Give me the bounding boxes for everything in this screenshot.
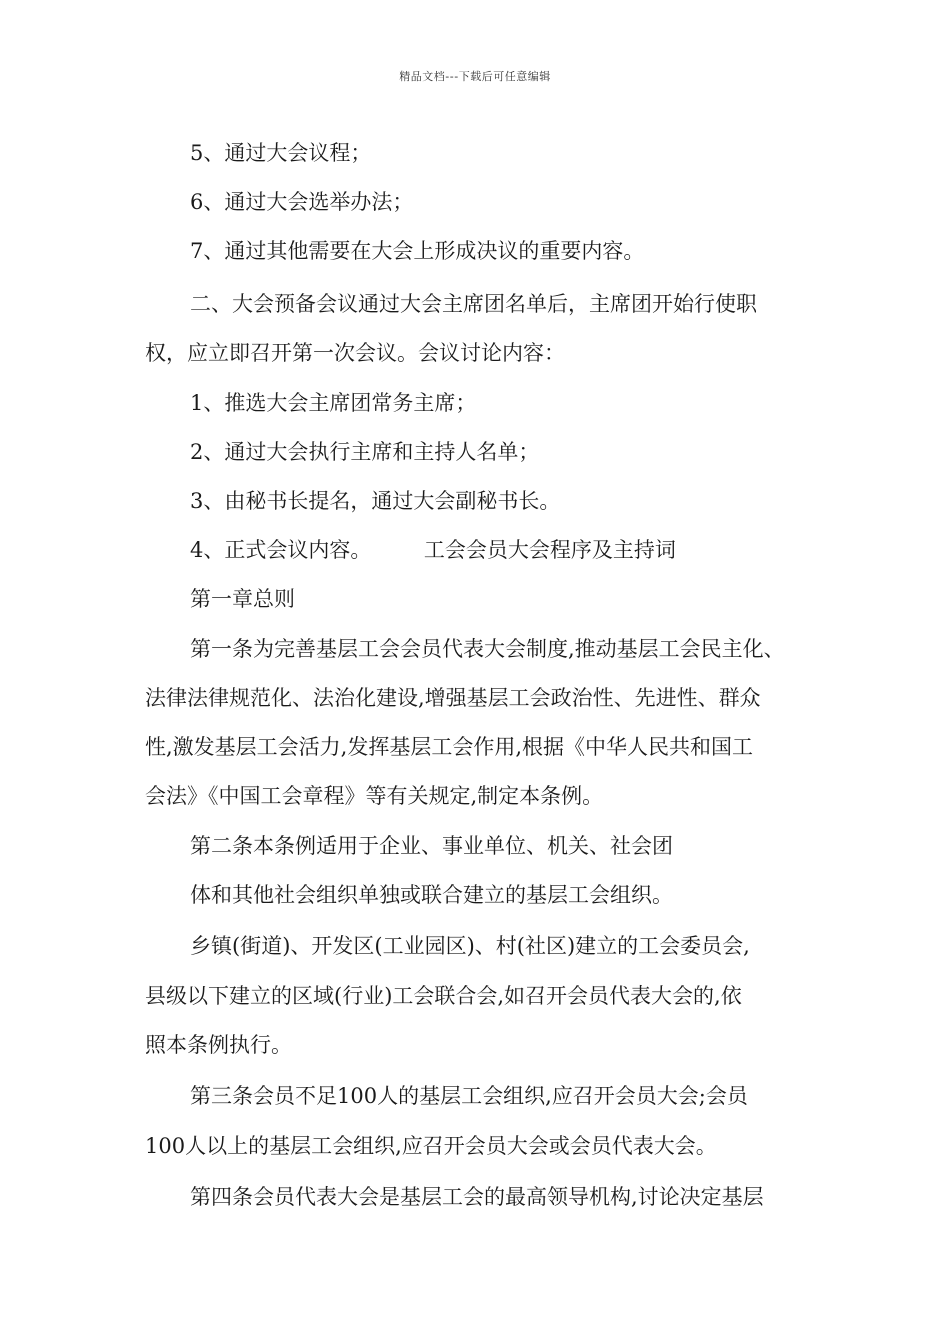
paragraph-line: 第一条为完善基层工会会员代表大会制度,推动基层工会民主化、 [190,637,785,661]
paragraph-line: 法律法律规范化、法治化建设,增强基层工会政治性、先进性、群众 [145,686,761,710]
paragraph-line: 二、大会预备会议通过大会主席团名单后，主席团开始行使职 [190,292,757,316]
paragraph-line: 权，应立即召开第一次会议。会议讨论内容： [145,341,565,365]
paragraph-line: 5、通过大会议程； [190,141,372,165]
paragraph-line: 县级以下建立的区域(行业)工会联合会,如召开会员代表大会的,依 [145,984,742,1008]
page-header: 精品文档---下载后可任意编辑 [399,70,551,83]
paragraph-line: 会法》《中国工会章程》等有关规定,制定本条例。 [145,784,604,808]
paragraph-line: 第三条会员不足100人的基层工会组织,应召开会员大会;会员 [190,1084,748,1108]
paragraph-line: 第二条本条例适用于企业、事业单位、机关、社会团 [190,834,673,858]
paragraph-line: 照本条例执行。 [145,1033,292,1057]
paragraph-line: 7、通过其他需要在大会上形成决议的重要内容。 [190,239,645,263]
paragraph-line: 体和其他社会组织单独或联合建立的基层工会组织。 [190,883,673,907]
paragraph-line: 性,激发基层工会活力,发挥基层工会作用,根据《中华人民共和国工 [145,735,754,759]
paragraph-line: 2、通过大会执行主席和主持人名单； [190,440,540,464]
paragraph-line: 100人以上的基层工会组织,应召开会员大会或会员代表大会。 [145,1134,717,1158]
paragraph-line: 第四条会员代表大会是基层工会的最高领导机构,讨论决定基层 [190,1185,764,1209]
paragraph-line: 1、推选大会主席团常务主席； [190,391,477,415]
paragraph-line: 乡镇(街道)、开发区(工业园区)、村(社区)建立的工会委员会, [190,934,750,958]
chapter-heading: 第一章总则 [190,587,295,611]
paragraph-line: 6、通过大会选举办法； [190,190,414,214]
paragraph-line: 3、由秘书长提名，通过大会副秘书长。 [190,489,561,513]
paragraph-line: 4、正式会议内容。 工会会员大会程序及主持词 [190,538,676,562]
